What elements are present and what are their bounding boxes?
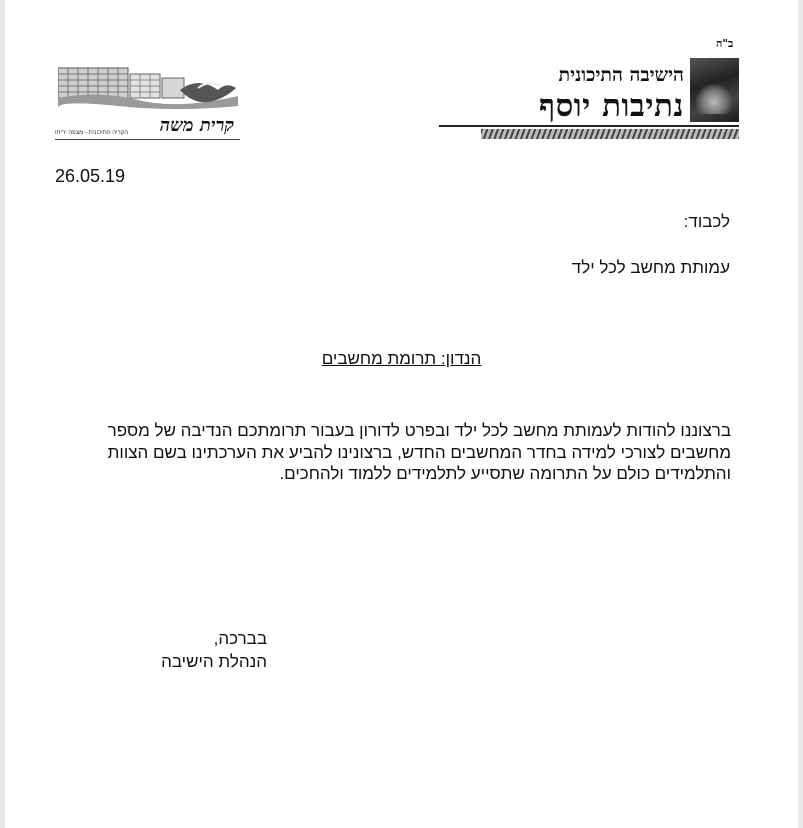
bh-mark: ב"ה <box>716 37 734 50</box>
yeshiva-logo <box>439 52 739 142</box>
closing-greeting: בברכה, <box>213 629 267 648</box>
subject-prefix: הנדון: <box>440 349 482 368</box>
letter-date: 26.05.19 <box>55 166 126 186</box>
subject-line <box>5 349 798 369</box>
subject-text: תרומת מחשבים <box>321 349 437 368</box>
letter-body: ברצוננו להודות לעמותת מחשב לכל ילד ובפרט לדורון בעבור תרומתכם הנדיבה של מספר מחשבים לצורכי למידה בחדר המחשבים החדש, ברצונינו להביע את הערכתינו בשם הצוות והתלמידים כולם על התרומה שתסייע לתלמידים ללמוד ולהחכים. <box>107 421 731 483</box>
logo-stripe <box>481 129 739 139</box>
closing-block <box>105 627 267 673</box>
kiryat-moshe-tagline: הקריה התיכונית - מצפה יריחו <box>55 130 129 136</box>
signature: הנהלת הישיבה <box>161 652 267 671</box>
left-logo-rule <box>55 139 240 140</box>
kiryat-moshe-name: קרית משה <box>159 115 234 136</box>
buildings-illustration-icon <box>58 60 238 116</box>
recipient: עמותת מחשב לכל ילד <box>571 258 730 277</box>
logo-title: נתיבות יוסף <box>539 88 684 124</box>
to-label: לכבוד: <box>683 212 730 231</box>
logo-photo <box>690 58 739 122</box>
logo-subtitle: הישיבה התיכונית <box>558 64 684 86</box>
letter-page <box>5 0 798 828</box>
kiryat-moshe-logo <box>55 60 240 140</box>
logo-rule <box>439 125 739 127</box>
